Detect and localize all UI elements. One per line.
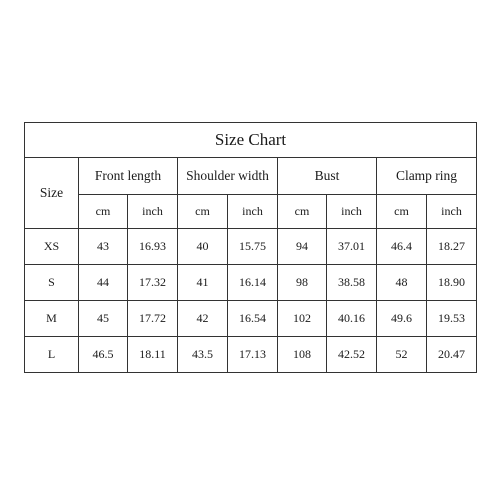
table-row [25, 265, 477, 301]
group-header-row [25, 158, 477, 195]
table-cell: 45 [79, 301, 128, 337]
table-cell: 17.32 [128, 265, 178, 301]
table-cell: 18.11 [128, 337, 178, 373]
group-header-bust: Bust [278, 158, 377, 195]
table-cell: 40.16 [327, 301, 377, 337]
table-cell: 18.27 [427, 229, 477, 265]
size-column-header: Size [25, 158, 79, 229]
table-cell: 52 [377, 337, 427, 373]
table-cell: 49.6 [377, 301, 427, 337]
table-cell: 17.13 [228, 337, 278, 373]
table-cell: 43 [79, 229, 128, 265]
size-label: XS [25, 229, 79, 265]
group-header-shoulder-width: Shoulder width [178, 158, 278, 195]
unit-header-inch: inch [128, 195, 178, 229]
size-label: S [25, 265, 79, 301]
table-cell: 46.4 [377, 229, 427, 265]
table-cell: 17.72 [128, 301, 178, 337]
table-cell: 102 [278, 301, 327, 337]
table-row [25, 229, 477, 265]
table-cell: 42 [178, 301, 228, 337]
chart-title: Size Chart [25, 123, 477, 158]
table-cell: 94 [278, 229, 327, 265]
size-label: L [25, 337, 79, 373]
unit-header-cm: cm [178, 195, 228, 229]
table-cell: 108 [278, 337, 327, 373]
table-cell: 46.5 [79, 337, 128, 373]
table-cell: 40 [178, 229, 228, 265]
unit-header-row [25, 195, 477, 229]
group-header-front-length: Front length [79, 158, 178, 195]
table-cell: 43.5 [178, 337, 228, 373]
table-cell: 44 [79, 265, 128, 301]
table-cell: 19.53 [427, 301, 477, 337]
table-row [25, 337, 477, 373]
table-cell: 16.93 [128, 229, 178, 265]
table-cell: 98 [278, 265, 327, 301]
table-cell: 42.52 [327, 337, 377, 373]
unit-header-inch: inch [427, 195, 477, 229]
table-cell: 38.58 [327, 265, 377, 301]
group-header-clamp-ring: Clamp ring [377, 158, 477, 195]
table-cell: 16.54 [228, 301, 278, 337]
table-cell: 15.75 [228, 229, 278, 265]
size-chart-table [24, 122, 477, 373]
table-cell: 20.47 [427, 337, 477, 373]
table-cell: 41 [178, 265, 228, 301]
table-row [25, 301, 477, 337]
size-label: M [25, 301, 79, 337]
table-cell: 48 [377, 265, 427, 301]
unit-header-cm: cm [79, 195, 128, 229]
unit-header-cm: cm [377, 195, 427, 229]
table-cell: 18.90 [427, 265, 477, 301]
unit-header-inch: inch [327, 195, 377, 229]
table-cell: 37.01 [327, 229, 377, 265]
table-cell: 16.14 [228, 265, 278, 301]
title-row [25, 123, 477, 158]
unit-header-inch: inch [228, 195, 278, 229]
unit-header-cm: cm [278, 195, 327, 229]
